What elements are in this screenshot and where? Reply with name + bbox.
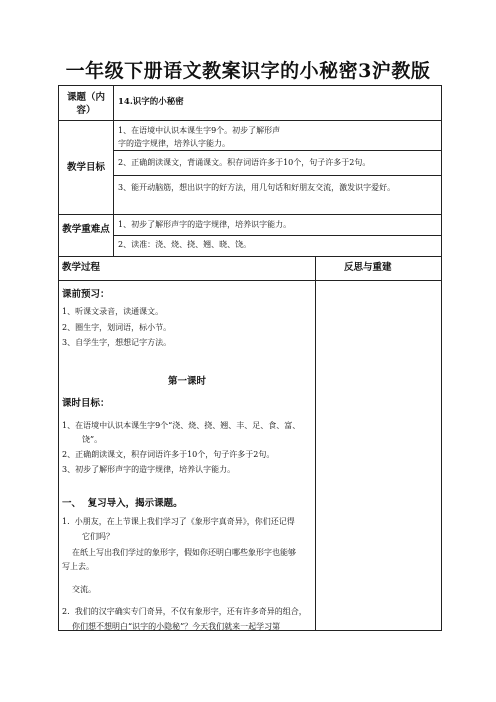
section-heading: 一、 复习导入，揭示课题。 [62,498,183,509]
goals-label: 教学目标 [66,162,105,173]
step-line: 写上去。 [62,562,94,571]
goal-item: 2、正确朗读课文，背诵课文。积存词语许多于10个，句子许多于2句。 [118,158,371,167]
rule [59,280,441,281]
lesson-heading: 第一课时 [167,376,206,387]
rule [113,175,441,176]
topic-label: 课题（内容） [66,92,105,116]
preview-item: 3、自学生字，想想记字方法。 [62,338,172,347]
step-line: 2. 我们的汉字确实专门奇异，不仅有象形字，还有许多奇异的组合， [62,607,307,616]
process-label: 教学过程 [62,262,101,273]
step-line: 它们吗？ [82,532,114,541]
goal-item: 1、在语境中认识本课生字9个。初步了解形声字的造字规律，培养认字能力。 [118,126,281,148]
rule [315,256,316,630]
rule [113,86,114,256]
key-point-item: 1、初步了解形声字的造字规律，培养识字能力。 [118,220,292,229]
rule [113,235,441,236]
goal-item: 3、能开动脑筋，想出识字的好方法，用几句话和好朋友交流，激发识字爱好。 [118,183,396,192]
lesson-goal-title: 课时目标： [62,398,110,409]
step-line: 交流。 [72,585,96,594]
rule [59,256,441,257]
rule [59,120,441,121]
document-title: 一年级下册语文教案识字的小秘密3沪教版 [65,60,431,82]
rule [113,150,441,151]
step-line: 你们想不想明白“识字的小隐秘”？今天我们就来一起学习第 [72,622,281,631]
preview-item: 2、圈生字，划词语，标小节。 [62,323,172,332]
preview-item: 1、听课文录音，读通课文。 [62,307,164,316]
rule [59,214,441,215]
key-points-label: 教学重难点 [62,224,110,235]
lesson-plan-table [58,85,442,631]
topic-value: 14.识字的小秘密 [118,97,184,107]
preview-title: 课前预习： [62,289,110,300]
lesson-goal-line: 饶”。 [82,435,103,444]
key-point-item: 2、读准：浇、烧、挠、翘、晓、饶。 [118,240,252,249]
lesson-goal-line: 3、初步了解形声字的造字规律，培养认字能力。 [62,465,236,474]
lesson-goal-line: 1、在语境中认识本课生字9个“浇、烧、挠、翘、丰、足、食、富、 [62,421,301,430]
lesson-goal-line: 2、正确朗读课文，积存词语许多于10个，句子许多于2句。 [62,450,275,459]
step-line: 在纸上写出我们学过的象形字，假如你还明白哪些象形字也能够 [72,548,296,557]
step-line: 1. 小朋友，在上节课上我们学习了《象形字真奇异》，你们还记得 [62,517,295,526]
reflect-label: 反思与重建 [344,262,392,273]
